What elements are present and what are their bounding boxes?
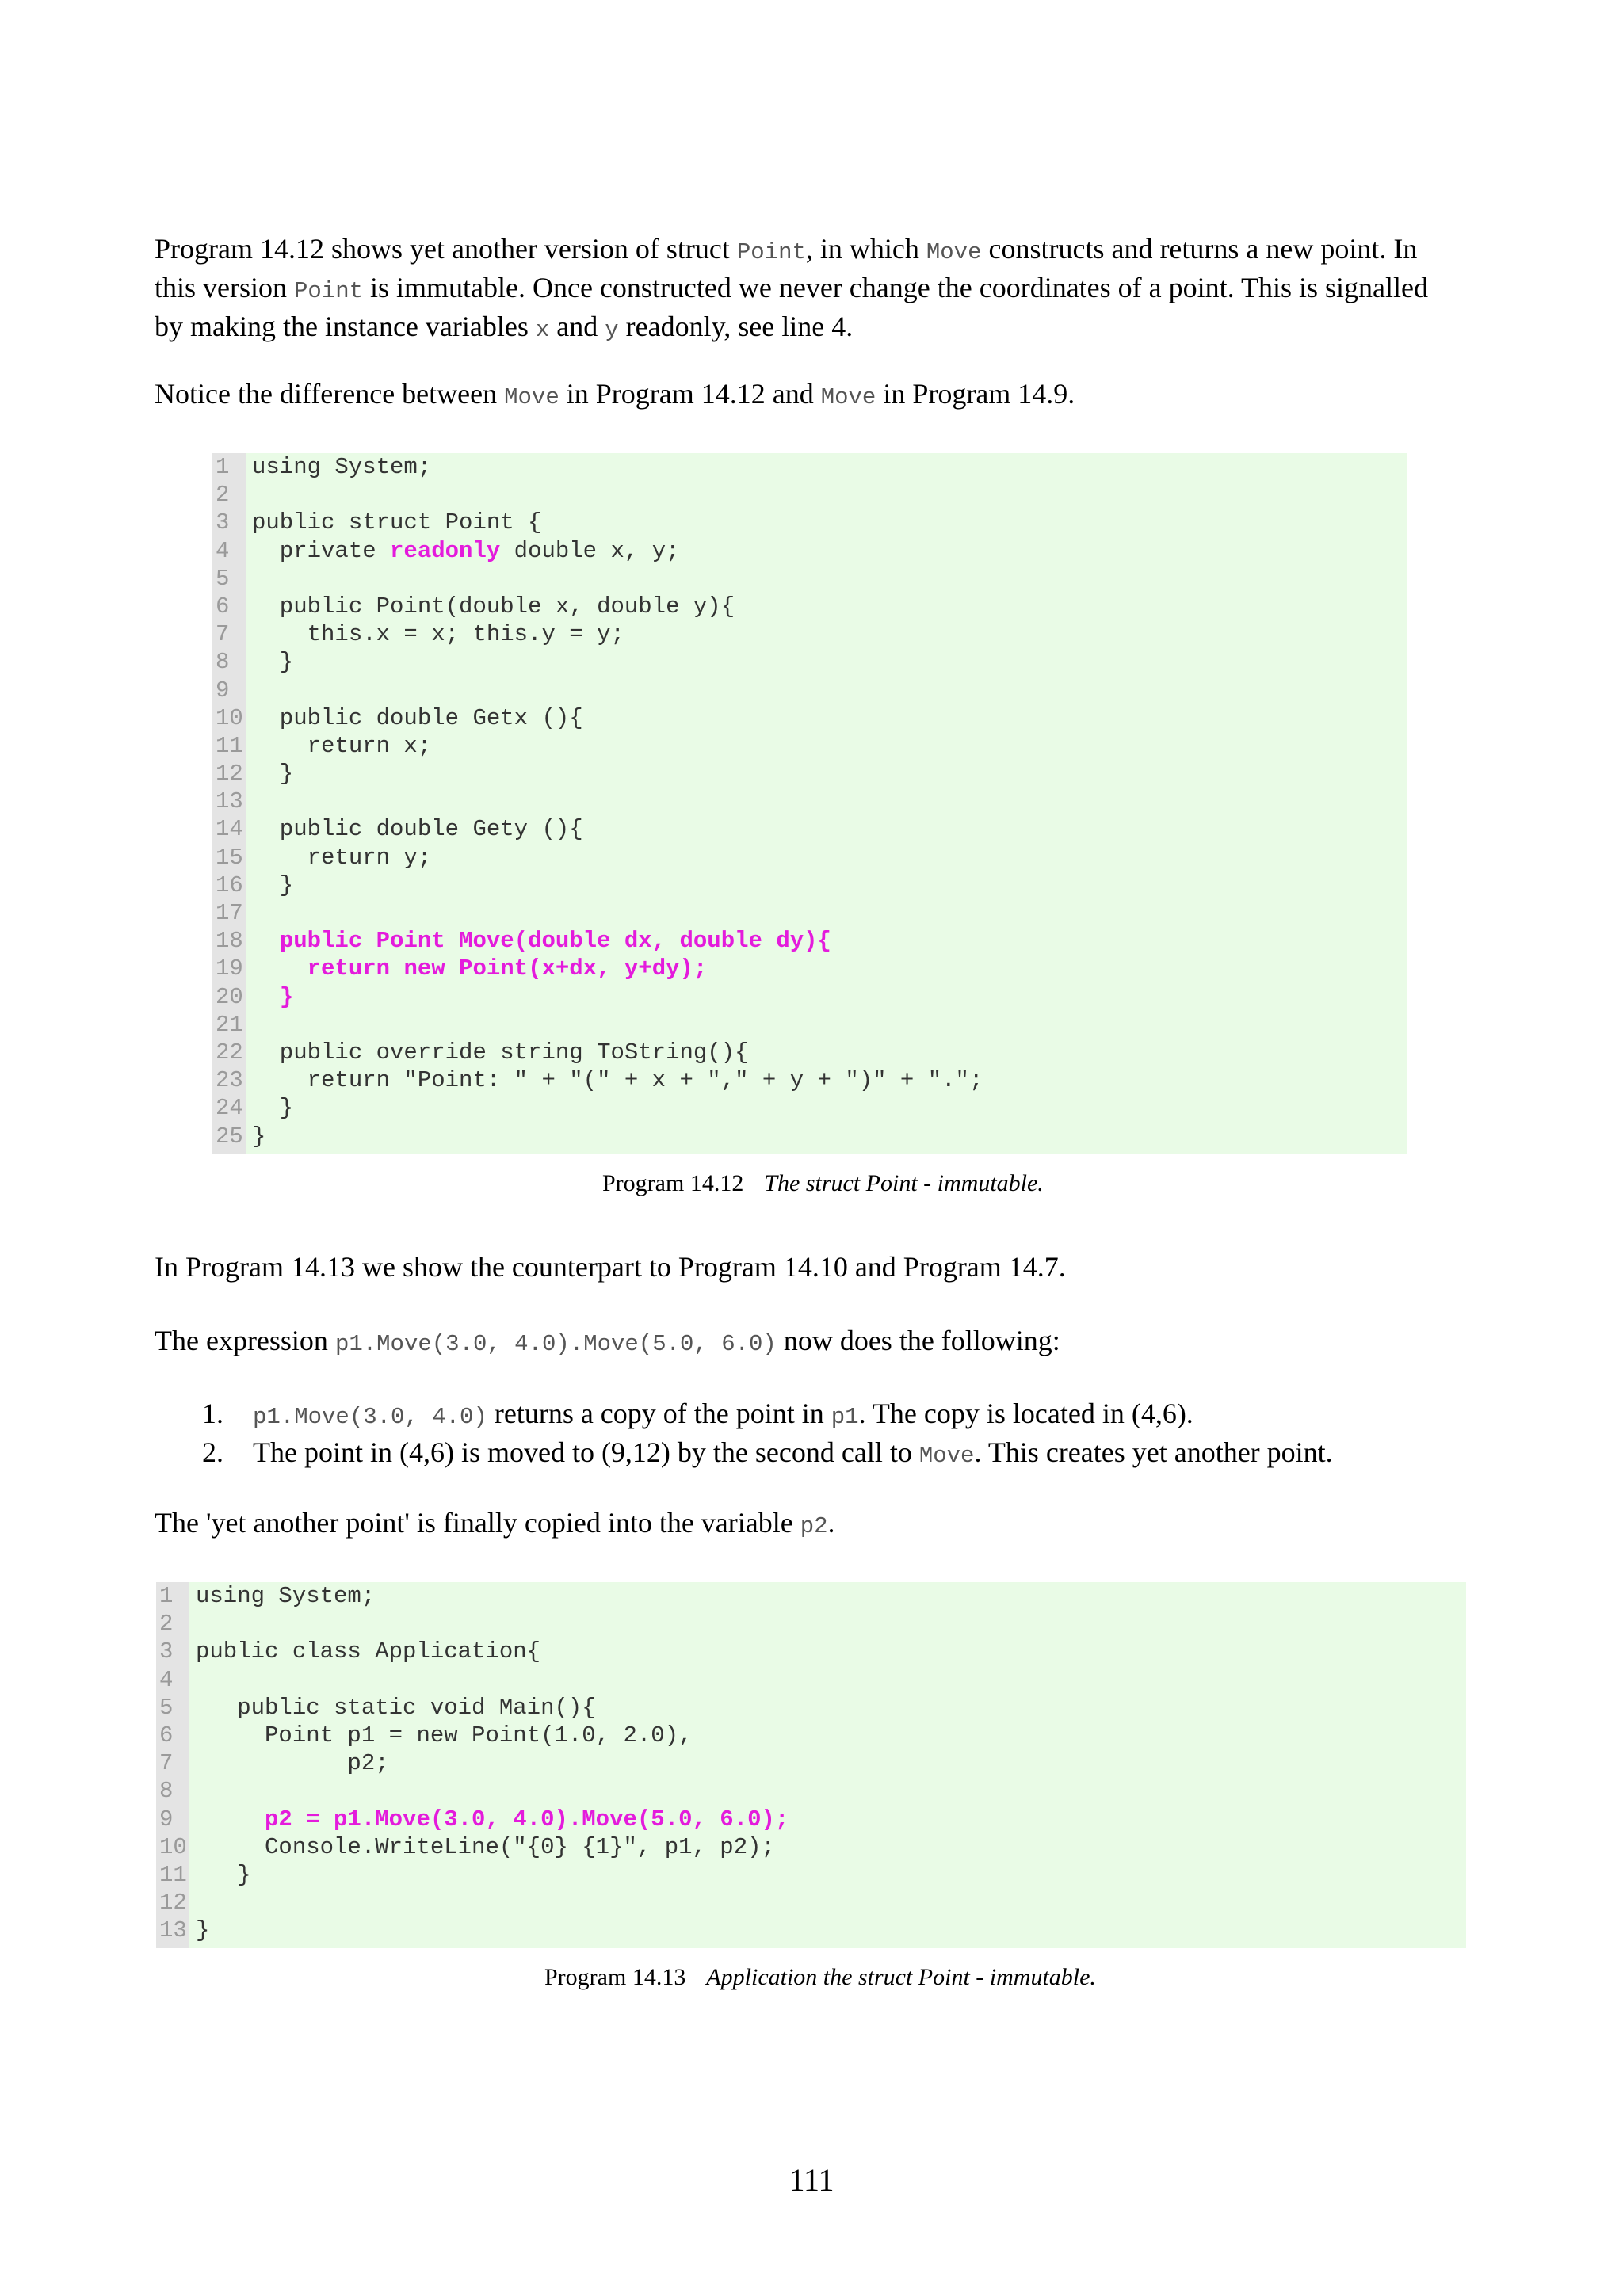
code-text — [196, 1722, 693, 1749]
code-line — [156, 1610, 1466, 1638]
line-number: 5 — [159, 1694, 174, 1721]
code-text — [252, 815, 583, 843]
intro-paragraph — [155, 231, 1462, 348]
code-text — [252, 955, 707, 982]
code-listing-program-14-13 — [156, 1582, 1466, 1948]
line-number: 3 — [216, 509, 230, 536]
text-run: now does the following: — [776, 1325, 1060, 1356]
code-line — [156, 1917, 1466, 1944]
caption-label: Program 14.12 — [602, 1170, 744, 1196]
highlighted-code: p2 = p1.Move(3.0, 4.0).Move(5.0, 6.0); — [265, 1806, 789, 1833]
code-line — [156, 1777, 1466, 1805]
code-token: this.x = x; this.y = y; — [252, 621, 624, 648]
code-token: return x; — [252, 732, 432, 759]
inline-code: y — [605, 317, 619, 343]
line-number: 5 — [216, 565, 230, 592]
code-token: public Point(double x, double y){ — [252, 593, 735, 620]
code-token: p2; — [196, 1750, 389, 1777]
caption-title: Application the struct Point - immutable. — [706, 1964, 1096, 1990]
code-token: public static void Main(){ — [196, 1694, 596, 1721]
line-number: 24 — [216, 1095, 243, 1122]
code-text — [252, 983, 293, 1011]
inline-code: x — [535, 317, 550, 343]
text-run: Notice the difference between — [155, 378, 505, 410]
code-token: } — [252, 649, 294, 676]
code-text — [252, 760, 293, 788]
expression-paragraph — [155, 1323, 1462, 1362]
code-listing-program-14-12 — [212, 453, 1407, 1154]
line-number: 7 — [159, 1750, 174, 1777]
code-text — [252, 453, 431, 481]
code-token: return "Point: " + "(" + x + "," + y + ")" + "."; — [252, 1067, 983, 1094]
highlighted-code: return new Point(x+dx, y+dy); — [307, 955, 708, 982]
code-line — [212, 760, 1407, 788]
highlighted-code: readonly — [390, 537, 501, 564]
code-text — [252, 704, 583, 732]
code-line — [212, 648, 1407, 676]
code-text — [196, 1582, 375, 1610]
code-line — [156, 1889, 1466, 1917]
code-text — [252, 1094, 293, 1122]
line-number: 8 — [159, 1778, 174, 1805]
text-run: returns a copy of the point in — [487, 1398, 831, 1429]
code-text — [252, 648, 293, 676]
text-run: readonly, see line 4. — [618, 311, 854, 342]
code-line — [212, 620, 1407, 648]
text-run: The 'yet another point' is finally copied into the variable — [155, 1507, 800, 1539]
code-line — [212, 481, 1407, 509]
code-line — [212, 537, 1407, 565]
line-number: 8 — [216, 649, 230, 676]
code-token: } — [252, 761, 294, 788]
code-token — [252, 928, 280, 954]
code-line — [156, 1694, 1466, 1722]
code-token: } — [252, 871, 294, 898]
caption-title: The struct Point - immutable. — [764, 1170, 1044, 1196]
code-token — [196, 1806, 265, 1833]
line-number: 9 — [159, 1806, 174, 1833]
line-number: 20 — [216, 983, 243, 1010]
line-number: 4 — [159, 1666, 174, 1693]
code-text — [252, 1066, 983, 1094]
code-token: public double Gety (){ — [252, 816, 583, 843]
code-text — [196, 1861, 251, 1889]
line-number: 2 — [159, 1611, 174, 1638]
line-number: 11 — [159, 1861, 187, 1888]
caption-program-14-12 — [602, 1169, 1044, 1198]
line-number: 25 — [216, 1123, 243, 1150]
code-text — [252, 1039, 749, 1066]
text-run: . This creates yet another point. — [974, 1436, 1333, 1468]
line-number: 13 — [216, 788, 243, 815]
line-number: 23 — [216, 1067, 243, 1094]
code-line — [212, 815, 1407, 843]
text-run: The expression — [155, 1325, 335, 1356]
code-token: Point p1 = new Point(1.0, 2.0), — [196, 1722, 693, 1749]
code-text — [196, 1694, 596, 1722]
text-run: constructs and returns a new point. In this version — [155, 233, 1418, 303]
line-number: 2 — [216, 482, 230, 509]
inline-code: Point — [294, 278, 364, 304]
code-text — [196, 1917, 209, 1944]
code-token: public struct Point { — [252, 509, 542, 536]
line-number: 4 — [216, 537, 230, 564]
text-run: in Program 14.12 and — [559, 378, 821, 410]
code-line — [156, 1638, 1466, 1665]
difference-paragraph — [155, 376, 1462, 415]
caption-program-14-13 — [544, 1963, 1096, 1992]
code-line — [156, 1582, 1466, 1610]
line-number: 19 — [216, 955, 243, 982]
line-number: 17 — [216, 900, 243, 926]
final-paragraph — [155, 1505, 1462, 1544]
inline-code: p2 — [800, 1513, 828, 1539]
code-line — [212, 1039, 1407, 1066]
text-run: . The copy is located in (4,6). — [858, 1398, 1193, 1429]
code-line — [212, 1094, 1407, 1122]
list-number: 2. — [202, 1436, 223, 1468]
code-token: public class Application{ — [196, 1638, 541, 1665]
code-text — [196, 1749, 389, 1777]
text-run: and — [549, 311, 605, 342]
highlighted-code: public Point Move(double dx, double dy){ — [279, 928, 831, 955]
line-number: 12 — [216, 761, 243, 788]
code-line — [212, 983, 1407, 1011]
inline-code: p1.Move(3.0, 4.0) — [253, 1404, 487, 1430]
code-token: return y; — [252, 844, 432, 871]
list-item — [202, 1435, 1470, 1474]
highlighted-code: } — [279, 983, 294, 1010]
code-token: public override string ToString(){ — [252, 1039, 749, 1066]
code-token: } — [252, 1095, 294, 1122]
text-run: in Program 14.9. — [876, 378, 1075, 410]
code-token — [252, 955, 307, 982]
code-line — [212, 788, 1407, 815]
line-number: 10 — [159, 1833, 187, 1860]
steps-list — [202, 1396, 1470, 1474]
inline-code: p1 — [831, 1404, 859, 1430]
line-number: 10 — [216, 704, 243, 731]
inline-code: Move — [926, 239, 982, 265]
code-token: } — [196, 1917, 210, 1944]
line-number: 3 — [159, 1638, 174, 1665]
text-run: , in which — [805, 233, 926, 265]
text-run: The point in (4,6) is moved to (9,12) by the second call to — [253, 1436, 919, 1468]
code-line — [212, 1066, 1407, 1094]
code-line — [212, 593, 1407, 620]
code-text — [196, 1806, 789, 1833]
code-line — [156, 1749, 1466, 1777]
line-number: 7 — [216, 621, 230, 648]
code-token: } — [252, 1123, 266, 1150]
code-line — [212, 1011, 1407, 1039]
text-run: Program 14.12 shows yet another version of struct — [155, 233, 737, 265]
counterpart-paragraph: In Program 14.13 we show the counterpart to Program 14.10 and Program 14.7. — [155, 1251, 1066, 1283]
text-run: . — [827, 1507, 835, 1539]
code-line — [156, 1666, 1466, 1694]
code-text — [252, 593, 735, 620]
text-run: is immutable. Once constructed we never change the coordinates of a point. This is signalled by making the instance variables — [155, 272, 1428, 342]
code-token: Console.WriteLine("{0} {1}", p1, p2); — [196, 1833, 775, 1860]
code-line — [212, 844, 1407, 871]
code-line — [212, 927, 1407, 955]
list-item — [202, 1396, 1470, 1435]
code-token: } — [196, 1861, 251, 1888]
line-number: 14 — [216, 816, 243, 843]
line-number: 6 — [159, 1722, 174, 1749]
code-line — [212, 732, 1407, 760]
code-text — [252, 1123, 265, 1150]
code-token — [252, 984, 280, 1010]
code-token: public double Getx (){ — [252, 704, 583, 731]
caption-label: Program 14.13 — [544, 1964, 686, 1990]
code-line — [212, 871, 1407, 899]
code-text — [252, 732, 431, 760]
code-line — [156, 1833, 1466, 1861]
inline-code: p1.Move(3.0, 4.0).Move(5.0, 6.0) — [334, 1331, 777, 1357]
code-text — [252, 509, 541, 536]
code-token: double x, y; — [500, 537, 680, 564]
line-number: 1 — [216, 454, 230, 480]
code-line — [156, 1806, 1466, 1833]
code-line — [212, 1123, 1407, 1150]
line-number: 18 — [216, 928, 243, 955]
code-line — [156, 1722, 1466, 1749]
code-text — [252, 927, 831, 955]
code-line — [212, 677, 1407, 704]
page-number: 111 — [789, 2162, 834, 2198]
code-text — [252, 871, 293, 899]
code-text — [252, 620, 624, 648]
code-token: private — [252, 537, 391, 564]
code-line — [212, 453, 1407, 481]
line-number: 9 — [216, 677, 230, 704]
code-token: using System; — [196, 1583, 376, 1609]
inline-code: Move — [504, 384, 559, 410]
line-number: 16 — [216, 871, 243, 898]
inline-code: Move — [918, 1443, 975, 1469]
line-number: 13 — [159, 1917, 187, 1944]
code-line — [212, 955, 1407, 982]
code-line — [212, 704, 1407, 732]
inline-code: Move — [820, 384, 876, 410]
inline-code: Point — [736, 239, 806, 265]
code-line — [212, 565, 1407, 593]
line-number: 21 — [216, 1011, 243, 1038]
line-number: 11 — [216, 732, 243, 759]
list-number: 1. — [202, 1398, 223, 1429]
code-text — [196, 1833, 775, 1861]
code-line — [212, 509, 1407, 536]
code-text — [252, 537, 680, 565]
line-number: 12 — [159, 1890, 187, 1917]
code-text — [196, 1638, 540, 1665]
line-number: 22 — [216, 1039, 243, 1066]
line-number: 6 — [216, 593, 230, 620]
code-line — [156, 1861, 1466, 1889]
code-line — [212, 899, 1407, 927]
code-token: using System; — [252, 454, 432, 480]
line-number: 15 — [216, 844, 243, 871]
code-text — [252, 844, 431, 871]
line-number: 1 — [159, 1583, 174, 1609]
